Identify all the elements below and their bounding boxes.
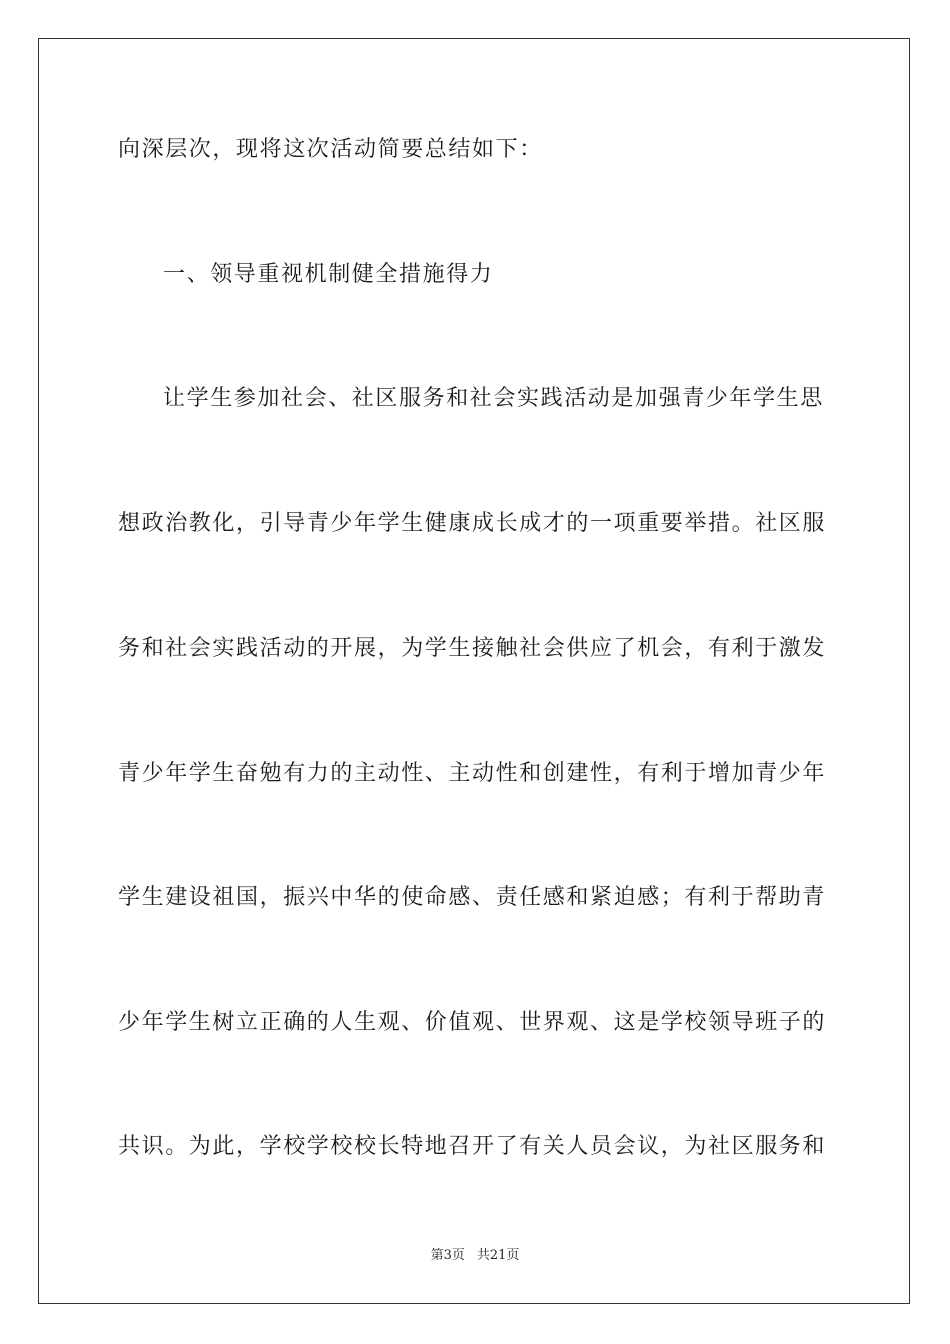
- page-footer: [0, 1248, 950, 1264]
- page-number: 第3页: [430, 1248, 465, 1263]
- paragraph-line: 想政治教化，引导青少年学生健康成长成才的一项重要举措。社区服: [118, 511, 827, 536]
- paragraph-line: 务和社会实践活动的开展，为学生接触社会供应了机会，有利于激发: [118, 636, 827, 661]
- paragraph-line: 共识。为此，学校学校校长特地召开了有关人员会议，为社区服务和: [118, 1134, 827, 1159]
- total-pages: 共21页: [476, 1248, 520, 1263]
- section-heading: 一、领导重视机制健全措施得力: [163, 262, 494, 287]
- paragraph-line: 青少年学生奋勉有力的主动性、主动性和创建性，有利于增加青少年: [118, 761, 827, 786]
- paragraph-line: 向深层次，现将这次活动简要总结如下：: [118, 137, 543, 162]
- paragraph-line: 让学生参加社会、社区服务和社会实践活动是加强青少年学生思: [163, 386, 824, 411]
- page-border: [38, 38, 910, 1304]
- paragraph-line: 学生建设祖国，振兴中华的使命感、责任感和紧迫感；有利于帮助青: [118, 885, 827, 910]
- paragraph-line: 少年学生树立正确的人生观、价值观、世界观、这是学校领导班子的: [118, 1010, 827, 1035]
